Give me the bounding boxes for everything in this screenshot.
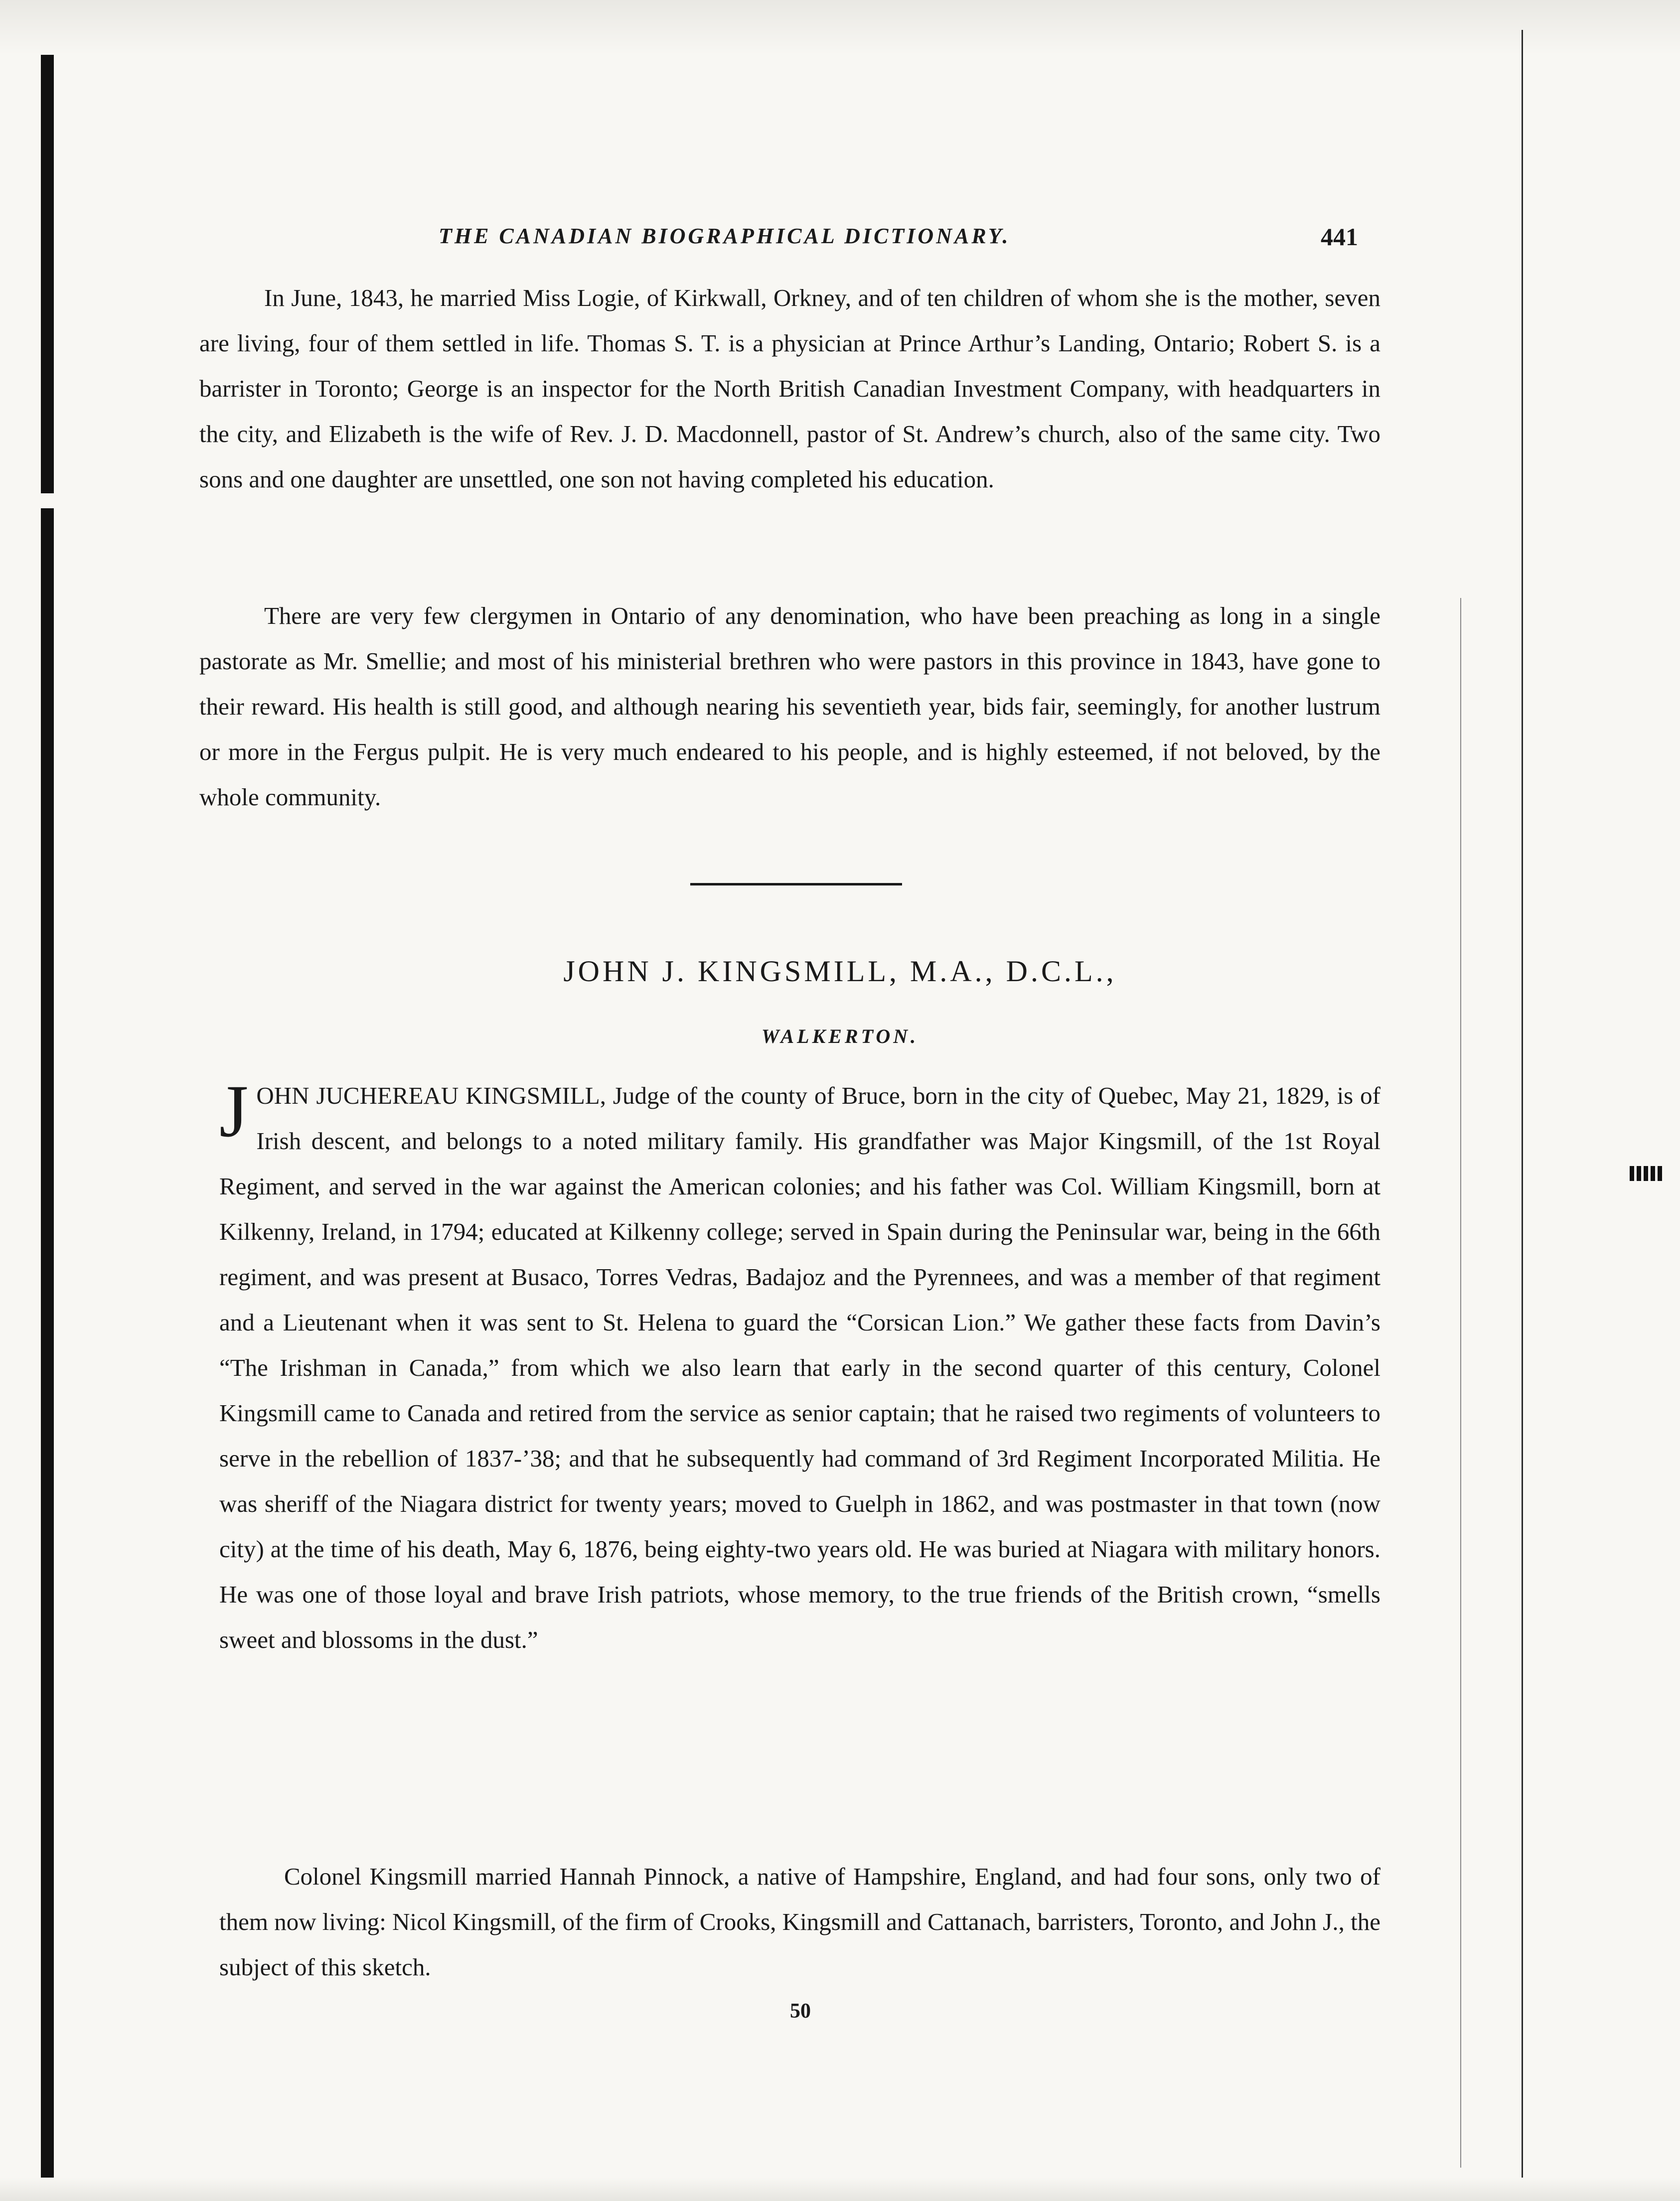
page-edge-line xyxy=(1522,30,1523,2183)
entry-paragraph-text: OHN JUCHEREAU KINGSMILL, Judge of the county of Bruce, born in the city of Quebec, May 21, 1829, is of Irish descent, and belongs to a noted military family. His grandfather was Major Kingsmill, of the 1st Royal Regiment, and served in the war against the American colonies; and his father was Col. William Kingsmill, born at Kilkenny, Ireland, in 1794; educated at Kilkenny college; served in Spain during the Peninsular war, being in the 66th regiment, and was present at Busaco, Torres Vedras, Badajoz and the Pyrennees, and was a member of that regiment and a Lieutenant when it was sent to St. Helena to guard the “Corsican Lion.” We gather these facts from Davin’s “The Irishman in Canada,” from which we also learn that early in the second quarter of this century, Colonel Kingsmill came to Canada and retired from the service as senior captain; that he raised two regiments of volunteers to serve in the rebellion of 1837-’38; and that he subsequently had command of 3rd Regiment Incorporated Militia. He was sheriff of the Niagara district for twenty years; moved to Guelph in 1862, and was postmaster in that town (now city) at the time of his death, May 6, 1876, being eighty-two years old. He was buried at Niagara with military honors. He was one of those loyal and brave Irish patriots, whose memory, to the true friends of the British crown, “smells sweet and blossoms in the dust.” xyxy=(219,1082,1380,1653)
page-number: 441 xyxy=(1321,223,1358,251)
margin-line xyxy=(1460,598,1461,2168)
scan-margin-mark xyxy=(1630,1166,1665,1181)
entry-paragraph xyxy=(219,1070,1380,1662)
entry-paragraph: Colonel Kingsmill married Hannah Pinnock, a native of Hampshire, England, and had four sons, only two of them now living: Nicol Kingsmill, of the firm of Crooks, Kingsmill and Cattanach, barristers, Toronto, and John J., the subject of this sketch. xyxy=(219,1863,1380,1981)
entry-title: JOHN J. KINGSMILL, M.A., D.C.L., xyxy=(563,955,1117,988)
previous-entry-paragraph: There are very few clergymen in Ontario of any denomination, who have been preaching as long in a single pastorate as Mr. Smellie; and most of his ministerial brethren who were pastors in this province in 1843, have gone to their reward. His health is still good, and although nearing his seventieth year, bids fair, seemingly, for another lustrum or more in the Fergus pulpit. He is very much endeared to his people, and is highly esteemed, if not beloved, by the whole community. xyxy=(199,602,1380,811)
binding-shadow-gap xyxy=(41,493,54,508)
drop-cap: J xyxy=(219,1070,249,1153)
scan-bottom-edge xyxy=(0,2178,1680,2201)
binding-shadow xyxy=(41,55,54,2193)
signature-mark: 50 xyxy=(790,2000,811,2023)
section-divider xyxy=(690,883,902,885)
running-title: THE CANADIAN BIOGRAPHICAL DICTIONARY. xyxy=(439,224,1011,248)
entry-place: WALKERTON. xyxy=(761,1025,919,1047)
previous-entry-paragraph: In June, 1843, he married Miss Logie, of Kirkwall, Orkney, and of ten children of whom she is the mother, seven are living, four of them settled in life. Thomas S. T. is a physician at Prince Arthur’s Landing, Ontario; Robert S. is a barrister in Toronto; George is an inspector for the North British Canadian Investment Company, with headquarters in the city, and Elizabeth is the wife of Rev. J. D. Macdonnell, pastor of St. Andrew’s church, also of the same city. Two sons and one daughter are unsettled, one son not having completed his education. xyxy=(199,284,1380,493)
scan-top-edge xyxy=(0,0,1680,55)
